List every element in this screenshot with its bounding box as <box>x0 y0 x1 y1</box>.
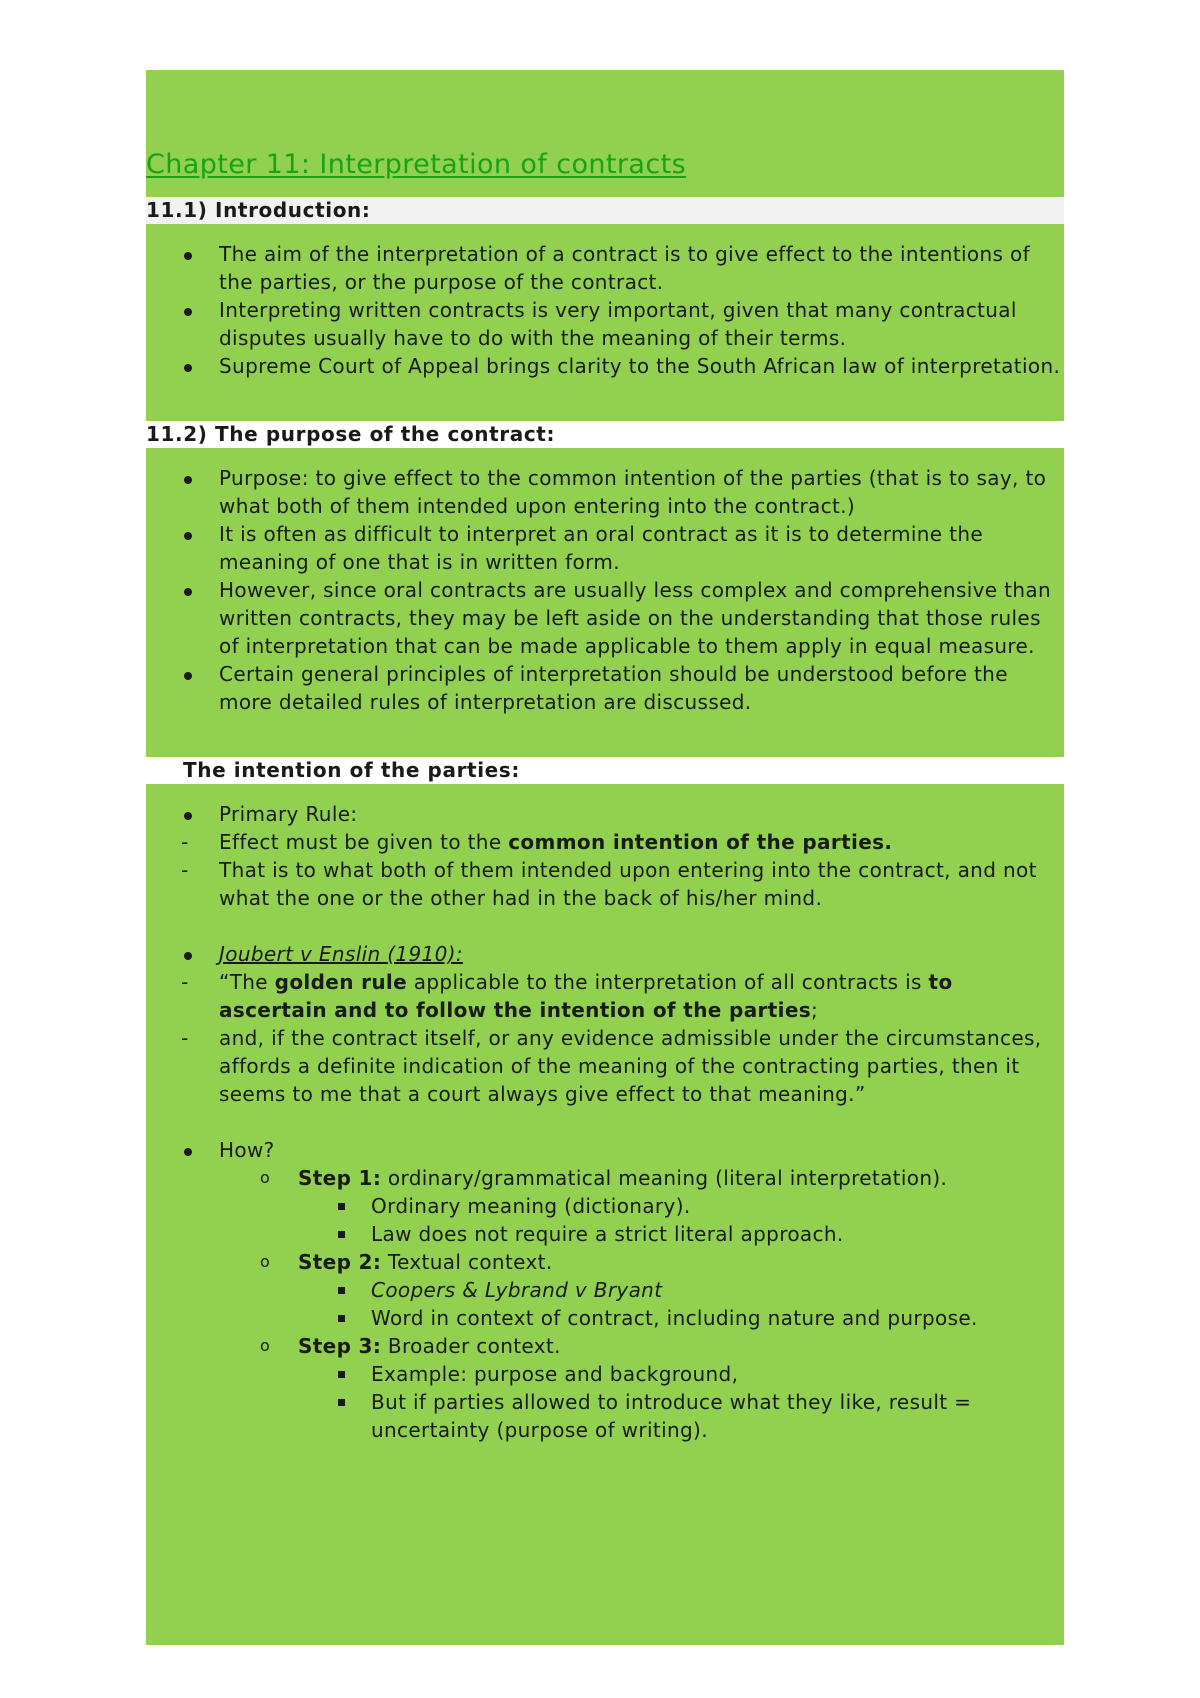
circle-marker: o <box>260 1336 271 1355</box>
section-purpose <box>146 448 1064 757</box>
document-page <box>146 70 1064 1638</box>
list-item: - “The golden rule applicable to the interpretation of all contracts is to ascertain and to follow the intention of the parties; <box>181 970 953 1022</box>
section-heading-introduction: 11.1) Introduction: <box>146 197 1064 224</box>
section-introduction <box>146 224 1064 421</box>
step-item: o Step 2: Textual context. <box>260 1250 553 1274</box>
section-intention <box>146 784 1064 1645</box>
list-item: Purpose: to give effect to the common intention of the parties (that is to say, to what both of them intended upon entering into the contract.) <box>219 466 1047 518</box>
list-item: Primary Rule: <box>219 802 358 826</box>
sub-item: Law does not require a strict literal approach. <box>371 1222 844 1246</box>
list-item <box>146 940 1064 968</box>
title-band <box>146 70 1064 197</box>
list-item: - That is to what both of them intended upon entering into the contract, and not what the one or the other had in the back of his/her mind. <box>181 858 1037 910</box>
list-item: - and, if the contract itself, or any evidence admissible under the circumstances, affords a definite indication of the meaning of the contracting parties, then it seems to me that a court always give effect to that meaning.” <box>181 1026 1042 1106</box>
sub-item: Ordinary meaning (dictionary). <box>371 1194 691 1218</box>
step-item: o Step 1: ordinary/grammatical meaning (literal interpretation). <box>260 1166 948 1190</box>
list-item: Interpreting written contracts is very important, given that many contractual disputes usually have to do with the meaning of their terms. <box>219 298 1017 350</box>
dash-marker: - <box>181 1026 189 1050</box>
circle-marker: o <box>260 1168 271 1187</box>
sub-item: But if parties allowed to introduce what they like, result = uncertainty (purpose of writing). <box>371 1390 972 1442</box>
step-item: o Step 3: Broader context. <box>260 1334 561 1358</box>
list-item: Certain general principles of interpretation should be understood before the more detailed rules of interpretation are discussed. <box>219 662 1008 714</box>
sub-item: Word in context of contract, including nature and purpose. <box>371 1306 978 1330</box>
dash-marker: - <box>181 830 189 854</box>
sub-item: Coopers & Lybrand v Bryant <box>371 1278 663 1302</box>
circle-marker: o <box>260 1252 271 1271</box>
list-item: How? <box>219 1138 275 1162</box>
chapter-title: Chapter 11: Interpretation of contracts <box>146 149 687 180</box>
dash-marker: - <box>181 970 189 994</box>
list-item: However, since oral contracts are usually less complex and comprehensive than written contracts, they may be left aside on the understanding that those rules of interpretation that can be made applicable to them apply in equal measure. <box>219 578 1052 658</box>
sub-item: Example: purpose and background, <box>371 1362 739 1386</box>
section-heading-purpose: 11.2) The purpose of the contract: <box>146 421 1064 448</box>
list-item: It is often as difficult to interpret an oral contract as it is to determine the meaning of one that is in written form. <box>219 522 984 574</box>
list-item: The aim of the interpretation of a contract is to give effect to the intentions of the parties, or the purpose of the contract. <box>219 242 1030 294</box>
list-item: Supreme Court of Appeal brings clarity to the South African law of interpretation. <box>219 354 1061 378</box>
dash-marker: - <box>181 858 189 882</box>
section-heading-intention: The intention of the parties: <box>146 757 1064 784</box>
list-item: - Effect must be given to the common intention of the parties. <box>181 830 893 854</box>
case-name: Joubert v Enslin (1910): <box>219 942 463 966</box>
